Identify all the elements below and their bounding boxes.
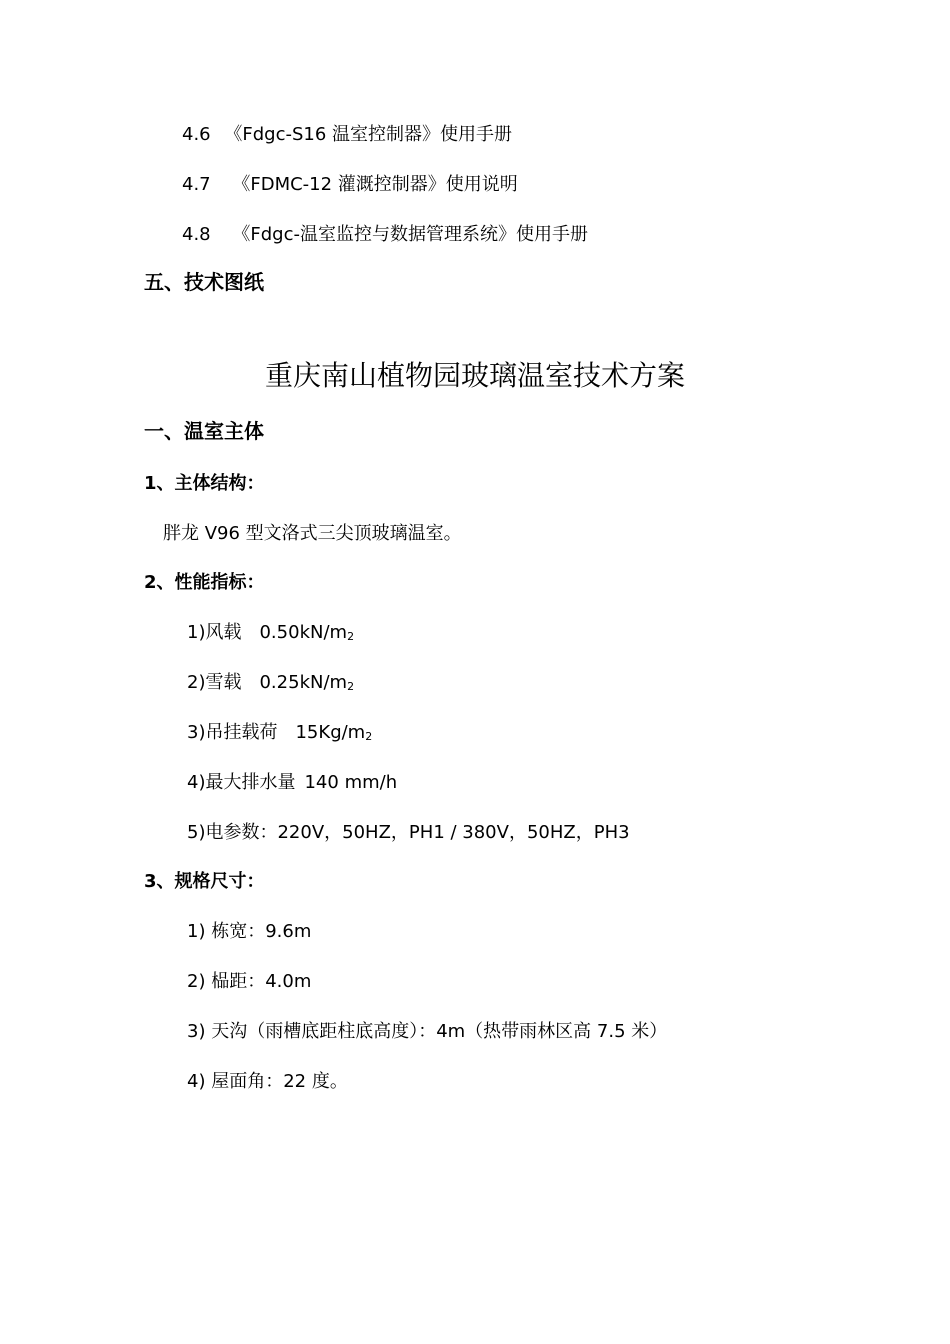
manual-title: 《Fdgc-温室监控与数据管理系统》使用手册 xyxy=(232,224,588,245)
manual-item xyxy=(182,173,518,197)
spec-value: 15Kg/m xyxy=(295,722,366,743)
spec-value: 220V，50HZ，PH1 / 380V，50HZ，PH3 xyxy=(277,822,630,843)
unit-exponent: 2 xyxy=(347,680,355,693)
dimension-item: 1) 栋宽：9.6m xyxy=(187,921,312,942)
manual-title: 《Fdgc-S16 温室控制器》使用手册 xyxy=(224,124,513,145)
spec-item xyxy=(187,721,372,745)
document-title: 重庆南山植物园玻璃温室技术方案 xyxy=(264,359,685,392)
spec-item xyxy=(187,821,630,845)
section-heading: 一、温室主体 xyxy=(144,419,264,443)
subsection-heading: 3、规格尺寸： xyxy=(144,871,265,892)
spec-label: 3)吊挂载荷 xyxy=(187,722,278,743)
dimension-item: 3) 天沟（雨槽底距柱底高度）：4m（热带雨林区高 7.5 米） xyxy=(187,1021,668,1042)
spec-label: 2)雪载 xyxy=(187,672,242,693)
spec-label: 4)最大排水量 xyxy=(187,772,296,793)
manual-number: 4.8 xyxy=(182,224,211,245)
spec-value: 140 mm/h xyxy=(304,772,398,793)
dimension-item: 4) 屋面角：22 度。 xyxy=(187,1071,348,1092)
section-heading: 五、技术图纸 xyxy=(144,270,264,294)
structure-text: 胖龙 V96 型文洛式三尖顶玻璃温室。 xyxy=(163,523,462,544)
manual-item xyxy=(182,123,512,147)
dimension-item: 2) 榀距：4.0m xyxy=(187,971,312,992)
manual-title: 《FDMC-12 灌溉控制器》使用说明 xyxy=(232,174,518,195)
spec-item xyxy=(187,621,354,645)
spec-value: 0.25kN/m xyxy=(259,672,348,693)
unit-exponent: 2 xyxy=(365,730,373,743)
spec-label: 1)风载 xyxy=(187,622,242,643)
spec-label: 5)电参数： xyxy=(187,822,278,843)
spec-value: 0.50kN/m xyxy=(259,622,348,643)
manual-number: 4.6 xyxy=(182,124,211,145)
unit-exponent: 2 xyxy=(347,630,355,643)
spec-item xyxy=(187,671,354,695)
subsection-heading: 1、主体结构： xyxy=(144,473,265,494)
manual-number: 4.7 xyxy=(182,174,211,195)
subsection-heading: 2、性能指标： xyxy=(144,572,265,593)
manual-item xyxy=(182,223,588,247)
spec-item xyxy=(187,771,397,795)
